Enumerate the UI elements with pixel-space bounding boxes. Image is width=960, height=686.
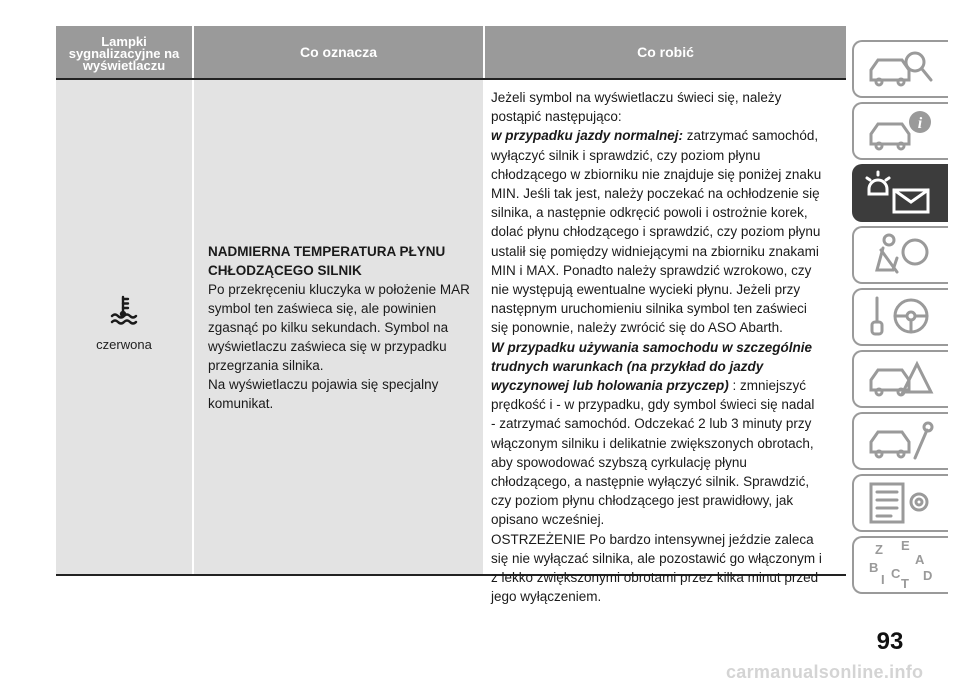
tab-maintenance[interactable] [852,412,948,470]
warning-line: jego wyłączeniem. [491,589,602,605]
action-line: prędkość i - w przypadku, gdy symbol świeci się nadal [491,397,815,413]
watermark: carmanualsonline.info [726,662,924,682]
alphabet-index-icon [865,540,937,590]
sport-driving-label-line: W przypadku używania samochodu w szczególnie [491,339,813,355]
normal-driving-label: w przypadku jazdy normalnej: [491,128,684,144]
meaning-title-line: NADMIERNA TEMPERATURA PŁYNU [208,243,446,259]
tab-emergency[interactable] [852,350,948,408]
svg-text:D: D [923,568,933,583]
tab-safety[interactable] [852,226,948,284]
action-line: silnika, a następnie odkręcić powoli i ostrożnie korek, [491,205,808,221]
sport-driving-label-line: wyczynowej lub holowania przyczep) [491,378,729,394]
meaning-line: wyświetlaczu zaświeca się w przypadku [208,338,447,354]
coolant-temperature-icon [110,295,138,325]
action-line: wyłączyć silnik i sprawdzić, czy poziom płynu [491,147,761,163]
action-line: MIN i MAX. Ponadto należy sprawdzić wzrokowo, czy [491,262,812,278]
header-line: sygnalizacyjne na [68,46,180,61]
action-line: chłodzącego w zbiorniku nie znajduje się poniżej znaku [491,166,822,182]
svg-text:A: A [915,552,925,567]
warning-light-envelope-icon [864,170,936,216]
action-line: czy poziom płynu chłodzącego jest prawidłowy, jak [491,493,794,509]
action-line: opisano wcześniej. [491,512,605,528]
action-line: włączonym silniku i delikatnie zwiększonych obrotach, [491,435,814,451]
meaning-text [208,280,471,413]
car-wrench-icon [865,418,937,464]
table-row [56,80,846,605]
action-line: aby spowodować szybszą cyrkulację płynu [491,454,747,470]
action-line [491,126,840,145]
tab-start-driving[interactable] [852,288,948,346]
car-warning-triangle-icon [865,356,937,402]
meaning-line: przegrzania silnika. [208,357,324,373]
action-line: następnym uruchomieniu silnika symbol ten zaświeci [491,301,807,317]
meaning-title [208,242,471,280]
specifications-gear-icon [865,480,937,526]
meaning-line: zgasnąć po kilku sekundach. Symbol na [208,319,449,335]
action-line: dolać płynu chłodzącego i sprawdzić, czy poziom płynu [491,224,821,240]
svg-text:T: T [901,576,909,590]
svg-text:Z: Z [875,542,883,557]
action-line: postąpić następująco: [491,109,622,125]
warning-lights-table [56,26,846,605]
action-text: : zmniejszyć [728,378,807,394]
header-warning-lights [56,26,192,78]
meaning-line: komunikat. [208,395,274,411]
sport-driving-label-line: trudnych warunkach (na przykład do jazdy [491,358,764,374]
seatbelt-airbag-icon [865,232,937,278]
car-magnifier-icon [865,46,937,92]
meaning-line: Na wyświetlaczu pojawia się specjalny [208,376,439,392]
action-line [491,376,840,395]
action-line: Jeżeli symbol na wyświetlaczu świeci się, należy [491,90,782,105]
warning-line: OSTRZEŻENIE Po bardzo intensywnej jeździe zaleca [491,531,814,547]
tab-car-magnifier[interactable] [852,40,948,98]
meaning-line: Po przekręceniu kluczyka w położenie MAR [208,281,470,297]
action-cell [483,80,846,605]
action-line: się ponownie, należy zwrócić się do ASO Abarth. [491,320,783,336]
svg-text:E: E [901,540,910,553]
lamp-cell [56,80,192,574]
action-line: - zatrzymać samochód. Odczekać 2 lub 3 minuty przy [491,416,812,432]
key-steering-wheel-icon [865,294,937,340]
chapter-sidebar [852,40,948,598]
table-header-row [56,26,846,80]
warning-line: się nie wyłączać silnika, ale pozostawić go włączonym i [491,550,822,566]
tab-index[interactable] [852,536,948,594]
action-line: MIN. Jeśli tak jest, należy poczekać na ochłodzenie się [491,186,820,202]
warning-line: z lekko zwiększonymi obrotami przez kilka minut przed [491,570,819,586]
meaning-line: symbol ten zaświeca się, ale powinien [208,300,437,316]
svg-text:C: C [891,566,901,581]
header-line: Lampki [101,34,147,49]
header-line: wyświetlaczu [82,58,166,73]
tab-specifications[interactable] [852,474,948,532]
tab-car-info[interactable] [852,102,948,160]
car-info-icon [865,108,937,154]
svg-text:I: I [881,572,885,587]
header-action: Co robić [483,26,846,78]
action-line: chłodzącego, a następnie wyłączyć silnik. Sprawdzić, [491,474,810,490]
svg-text:i: i [917,115,923,132]
page-number: 93 [876,628,904,655]
meaning-title-line: CHŁODZĄCEGO SILNIK [208,262,362,278]
svg-text:B: B [869,560,879,575]
header-meaning: Co oznacza [192,26,483,78]
action-text: zatrzymać samochód, [683,128,819,144]
action-line: nie występują ewentualne wycieki płynu. Jeżeli przy [491,282,801,298]
meaning-cell [192,80,483,574]
lamp-color-label: czerwona [96,336,152,352]
action-line: ustalił się pomiędzy widniejącymi na zbiorniku znakami [491,243,819,259]
tab-warning-lights[interactable] [852,164,948,222]
